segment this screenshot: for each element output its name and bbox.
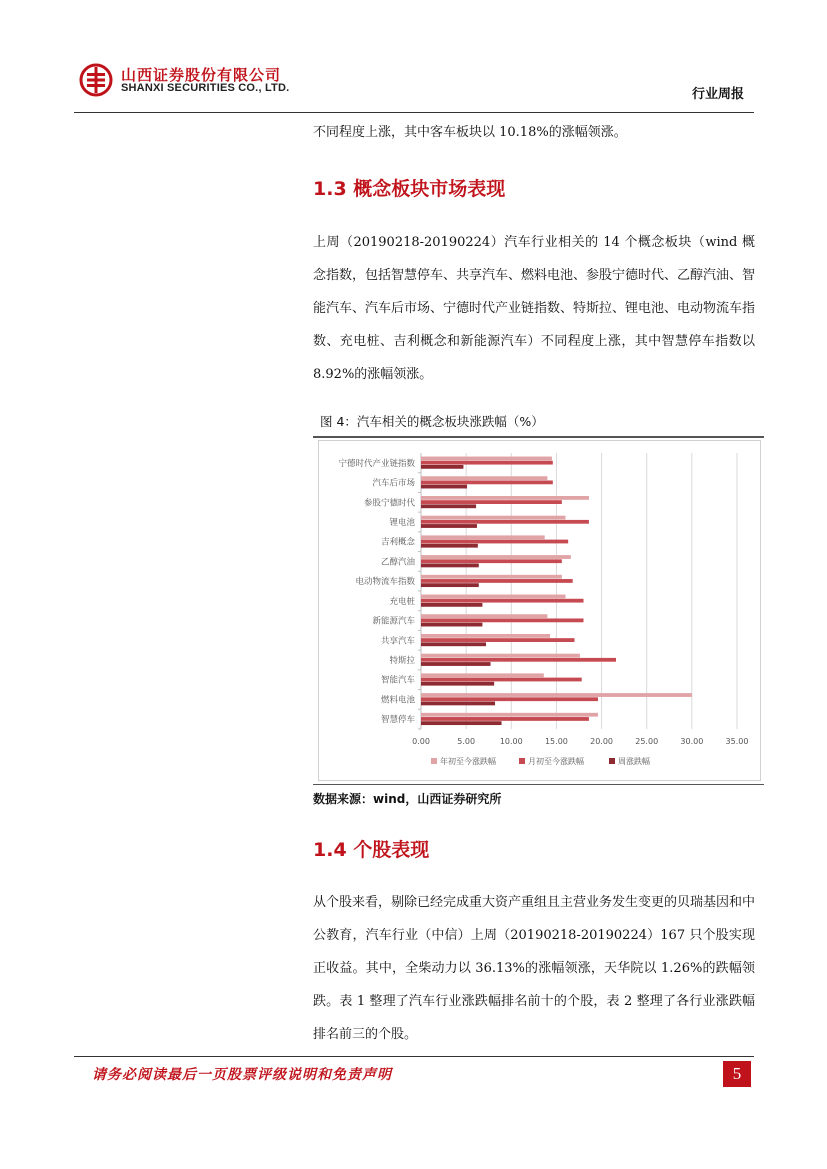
section-1-3-text: 上周（20190218-20190224）汽车行业相关的 14 个概念板块（wind 概念指数，包括智慧停车、共享汽车、燃料电池、参股宁德时代、乙醇汽油、智能汽车、汽车后市场、宁德时代产业链指数、特斯拉、锂电池、电动物流车指数、充电桩、吉利概念和新能源汽车）不同程度上涨，其中智慧停车指数以 8.92%的涨幅领涨。 (313, 235, 756, 382)
bar-年初至今涨跌幅 (421, 713, 598, 717)
legend-swatch (519, 758, 525, 764)
bar-周涨跌幅 (421, 544, 478, 548)
bar-月初至今涨跌幅 (421, 579, 573, 583)
bar-年初至今涨跌幅 (421, 555, 571, 559)
bar-周涨跌幅 (421, 662, 491, 666)
header-divider (74, 112, 754, 113)
company-name-cn: 山西证券股份有限公司 (121, 66, 282, 84)
category-label: 汽车后市场 (372, 478, 415, 489)
x-tick-label: 10.00 (499, 737, 523, 746)
category-label: 智能汽车 (380, 675, 415, 686)
category-label: 特斯拉 (389, 656, 415, 666)
section-1-4-title: 1.4 个股表现 (313, 839, 430, 861)
category-label: 新能源汽车 (372, 616, 415, 627)
bar-年初至今涨跌幅 (421, 634, 550, 638)
bar-月初至今涨跌幅 (421, 520, 589, 524)
chart-container (318, 440, 761, 781)
bar-年初至今涨跌幅 (421, 457, 552, 461)
bar-年初至今涨跌幅 (421, 496, 589, 500)
bar-年初至今涨跌幅 (421, 654, 580, 658)
legend-swatch (431, 758, 437, 764)
legend-swatch (609, 758, 615, 764)
bar-周涨跌幅 (421, 623, 482, 627)
x-tick-label: 30.00 (680, 737, 704, 746)
bar-周涨跌幅 (421, 504, 476, 508)
figure-source: 数据来源：wind，山西证券研究所 (313, 792, 502, 806)
category-label: 锂电池 (389, 518, 415, 528)
category-label: 吉利概念 (380, 537, 415, 548)
legend-label: 年初至今涨跌幅 (440, 757, 496, 766)
bar-月初至今涨跌幅 (421, 461, 553, 465)
x-tick-label: 35.00 (725, 737, 749, 746)
company-logo (78, 63, 114, 97)
category-label: 参股宁德时代 (363, 498, 415, 509)
bar-年初至今涨跌幅 (421, 614, 547, 618)
figure-top-rule (313, 436, 764, 438)
category-label: 乙醇汽油 (380, 557, 415, 568)
legend-label: 周涨跌幅 (618, 757, 650, 766)
bar-年初至今涨跌幅 (421, 673, 544, 677)
bar-年初至今涨跌幅 (421, 595, 565, 599)
company-name-en: SHANXI SECURITIES CO., LTD. (121, 82, 290, 94)
bar-周涨跌幅 (421, 721, 502, 725)
bar-周涨跌幅 (421, 603, 482, 607)
bar-周涨跌幅 (421, 485, 467, 489)
bar-周涨跌幅 (421, 564, 479, 568)
bar-年初至今涨跌幅 (421, 516, 565, 520)
bar-月初至今涨跌幅 (421, 559, 562, 563)
bar-周涨跌幅 (421, 524, 477, 528)
bar-周涨跌幅 (421, 682, 494, 686)
bar-月初至今涨跌幅 (421, 717, 589, 721)
category-label: 充电桩 (389, 596, 415, 607)
bar-月初至今涨跌幅 (421, 678, 582, 682)
category-label: 共享汽车 (380, 636, 415, 647)
x-tick-label: 15.00 (544, 737, 568, 746)
bar-月初至今涨跌幅 (421, 618, 584, 622)
figure-bottom-rule (313, 784, 764, 785)
section-1-4-text: 从个股来看，剔除已经完成重大资产重组且主营业务发生变更的贝瑞基因和中公教育，汽车行业（中信）上周（20190218-20190224）167 只个股实现正收益。其中，全柴动力以 36.13%的涨幅领涨，天华院以 1.26%的跌幅领跌。表 1 整理了汽车行业涨跌幅排名前十的个股，表 2 整理了各行业涨跌幅排名前三的个股。 (313, 895, 756, 1042)
x-tick-label: 5.00 (457, 737, 476, 746)
bar-月初至今涨跌幅 (421, 658, 616, 662)
bar-年初至今涨跌幅 (421, 693, 692, 697)
section-1-3-title: 1.3 概念板块市场表现 (313, 178, 506, 200)
concept-sector-bar-chart (319, 441, 760, 780)
legend-label: 月初至今涨跌幅 (528, 757, 584, 766)
bar-月初至今涨跌幅 (421, 540, 568, 544)
disclaimer-note: 请务必阅读最后一页股票评级说明和免责声明 (92, 1067, 392, 1083)
intro-paragraph-tail: 不同程度上涨，其中客车板块以 10.18%的涨幅领涨。 (313, 125, 627, 140)
bar-周涨跌幅 (421, 702, 495, 706)
category-label: 宁德时代产业链指数 (338, 458, 415, 469)
bar-月初至今涨跌幅 (421, 599, 584, 603)
category-label: 智慧停车 (380, 715, 415, 726)
bar-周涨跌幅 (421, 465, 463, 469)
x-tick-label: 0.00 (412, 737, 430, 746)
bar-年初至今涨跌幅 (421, 535, 545, 539)
figure-title: 图 4：汽车相关的概念板块涨跌幅（%） (320, 414, 544, 429)
bar-月初至今涨跌幅 (421, 697, 598, 701)
bar-月初至今涨跌幅 (421, 638, 574, 642)
footer-divider (74, 1056, 754, 1057)
bar-周涨跌幅 (421, 583, 479, 587)
bar-周涨跌幅 (421, 642, 486, 646)
category-label: 燃料电池 (380, 695, 415, 706)
bar-年初至今涨跌幅 (421, 575, 562, 579)
page-number: 5 (723, 1061, 751, 1087)
bar-月初至今涨跌幅 (421, 500, 562, 504)
bar-年初至今涨跌幅 (421, 476, 547, 480)
report-type: 行业周报 (692, 87, 745, 102)
category-label: 电动物流车指数 (355, 577, 415, 588)
x-tick-label: 25.00 (635, 737, 659, 746)
bar-月初至今涨跌幅 (421, 480, 553, 484)
x-tick-label: 20.00 (590, 737, 614, 746)
